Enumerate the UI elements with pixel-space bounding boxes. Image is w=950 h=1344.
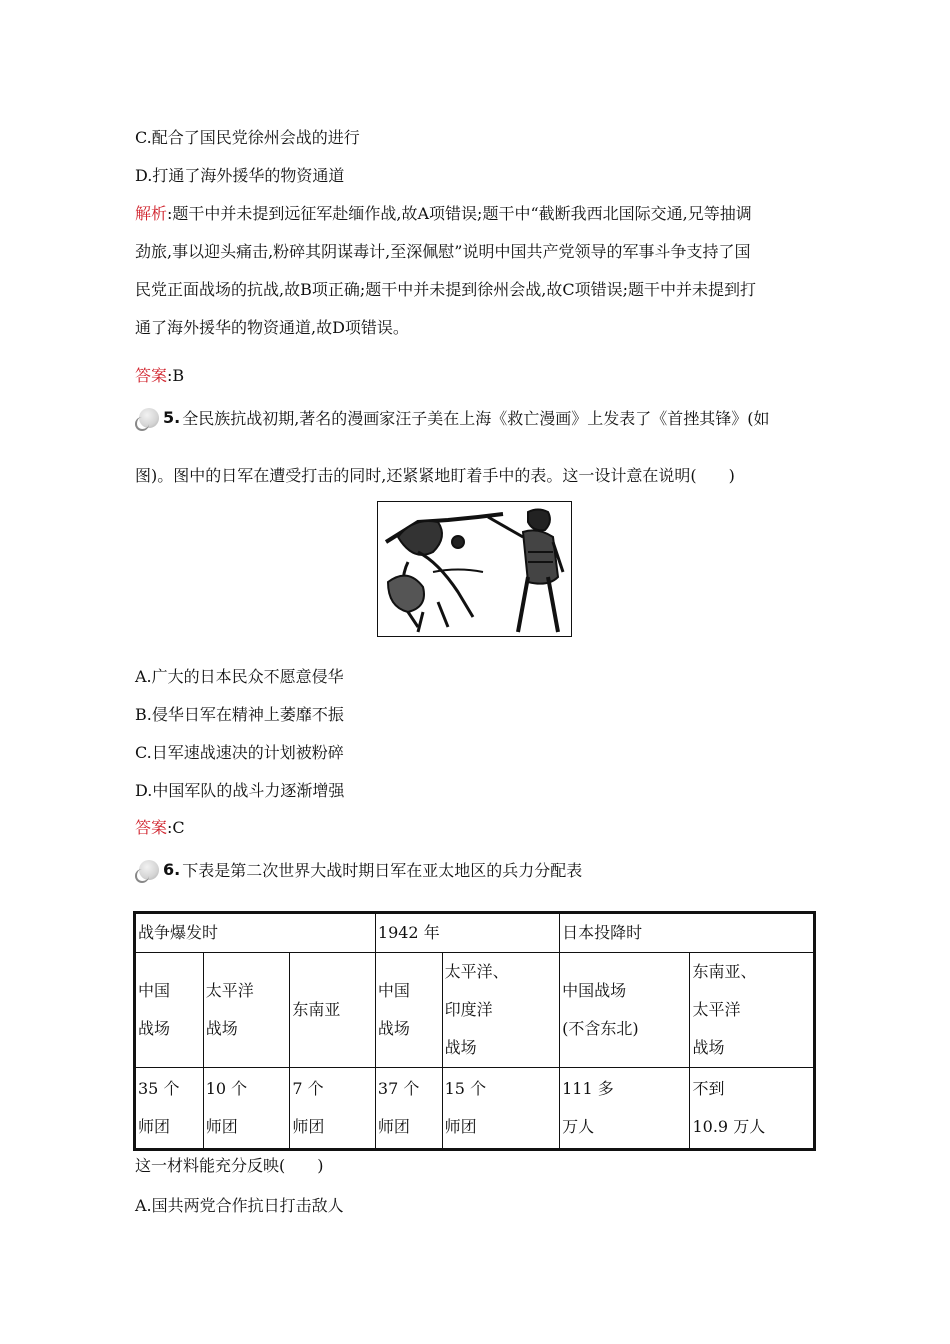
table-cell: 不到 10.9 万人 [690,1068,815,1150]
answer-value: :B [167,366,185,385]
table-row [135,1068,815,1150]
answer-q5 [135,818,185,838]
table-cell: 37 个 师团 [375,1068,442,1150]
question-number: 5. [163,408,181,427]
table-row [135,913,815,953]
analysis-line-1 [135,204,752,224]
option-d: D.中国军队的战斗力逐渐增强 [135,781,345,800]
answer-label: 答案 [135,366,168,385]
table-cell: 战争爆发时 [135,913,376,953]
option-c-prev: C.配合了国民党徐州会战的进行 [135,128,360,147]
table-cell: 东南亚 [290,953,376,1068]
analysis-text-1: :题干中并未提到远征军赴缅作战,故A项错误;题干中“截断我西北国际交通,兄等抽调 [167,204,752,223]
question-marker-icon [135,859,161,881]
question-5-line-1 [135,406,770,429]
table-cell: 1942 年 [375,913,559,953]
table-cell: 7 个 师团 [290,1068,376,1150]
cartoon-image [377,501,572,637]
question-text: 下表是第二次世界大战时期日军在亚太地区的兵力分配表 [182,861,583,880]
force-distribution-table [133,911,816,1151]
table-cell: 太平洋 战场 [203,953,290,1068]
question-number: 6. [163,860,181,879]
question-marker-icon [135,407,161,429]
table-row [135,953,815,1068]
answer-value: :C [167,818,185,837]
option-b: B.侵华日军在精神上萎靡不振 [135,705,344,724]
question-5-line-2: 图)。图中的日军在遭受打击的同时,还紧紧地盯着手中的表。这一设计意在说明( ) [135,466,735,485]
table-cell: 111 多 万人 [560,1068,690,1150]
option-a: A.广大的日本民众不愿意侵华 [135,667,344,686]
table-cell: 中国 战场 [375,953,442,1068]
table-cell: 35 个 师团 [135,1068,204,1150]
table-cell: 日本投降时 [560,913,815,953]
question-text: 全民族抗战初期,著名的漫画家汪子美在上海《救亡漫画》上发表了《首挫其锋》(如 [182,409,770,428]
analysis-line-2: 劲旅,事以迎头痛击,粉碎其阴谋毒计,至深佩慰”说明中国共产党领导的军事斗争支持了国 [135,242,751,261]
table-cell: 中国 战场 [135,953,204,1068]
table-cell: 10 个 师团 [203,1068,290,1150]
option-a-q6: A.国共两党合作抗日打击敌人 [135,1196,344,1215]
answer-prev [135,366,184,386]
analysis-line-3: 民党正面战场的抗战,故B项正确;题干中并未提到徐州会战,故C项错误;题干中并未提到打 [135,280,756,299]
question-6-line [135,858,582,881]
option-c: C.日军速战速决的计划被粉碎 [135,743,344,762]
option-d-prev: D.打通了海外援华的物资通道 [135,166,345,185]
analysis-line-4: 通了海外援华的物资通道,故D项错误。 [135,318,409,337]
table-cell: 太平洋、 印度洋 战场 [442,953,559,1068]
table-cell: 中国战场 (不含东北) [560,953,690,1068]
question-6-followup: 这一材料能充分反映( ) [135,1156,324,1175]
table-cell: 东南亚、 太平洋 战场 [690,953,815,1068]
answer-label: 答案 [135,818,168,837]
analysis-label: 解析 [135,204,168,223]
table-cell: 15 个 师团 [442,1068,559,1150]
